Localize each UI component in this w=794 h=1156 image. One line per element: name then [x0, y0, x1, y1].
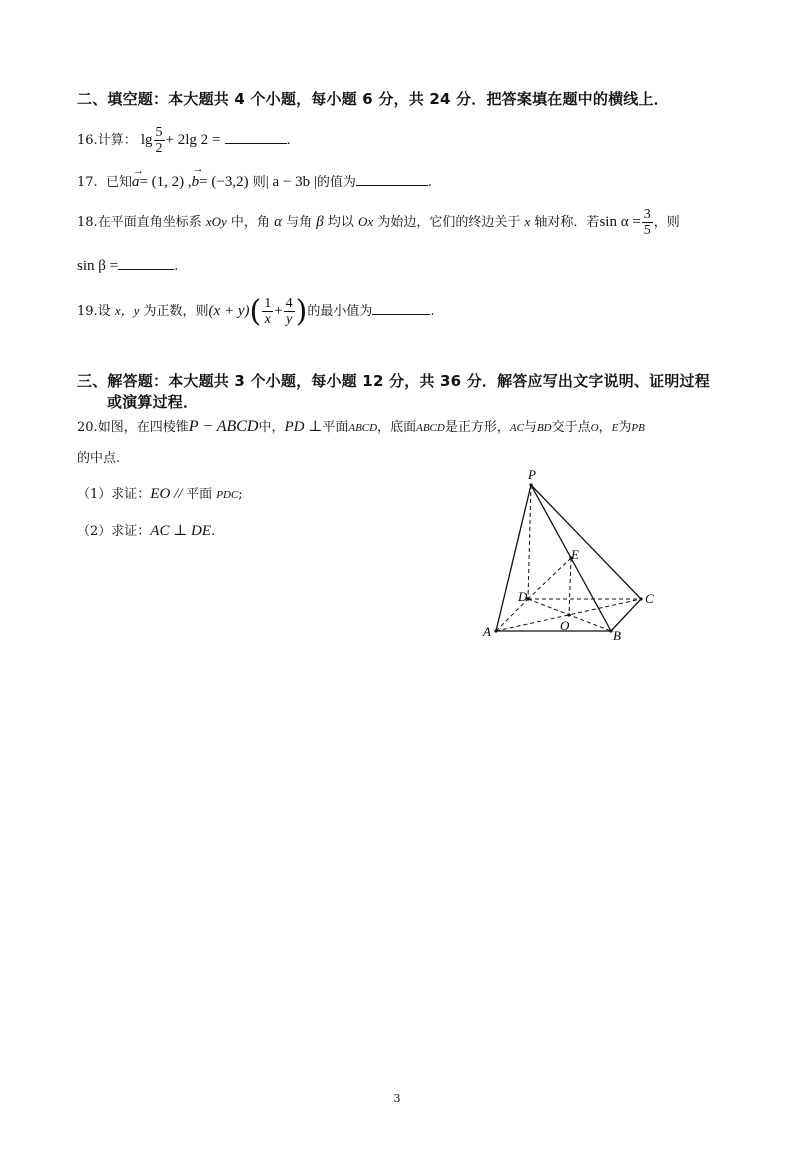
q20-pyramid: P − ABCD: [188, 418, 259, 435]
q18-sin-alpha: sin α =: [599, 214, 641, 230]
question-18-line-2: [77, 255, 178, 275]
q18-text-4: 均以: [327, 215, 354, 230]
q20-part-1-text: 平面: [186, 487, 213, 502]
q20-pb: PB: [631, 422, 645, 434]
q20-text-1: 如图，在四棱锥: [97, 420, 189, 435]
q17-value-text: 的值为: [316, 175, 356, 190]
q20-part-2: [77, 520, 215, 540]
section-3-heading: 三、解答题：本大题共 3 个小题，每小题 12 分，共 36 分．解答应写出文字说明、证明过程: [77, 372, 710, 390]
q16-prefix: 计算：: [97, 133, 137, 148]
q17-number: 17.: [77, 175, 98, 190]
q19-right-paren: ): [295, 294, 308, 329]
label-A: A: [483, 624, 491, 639]
section-2-heading: 二、填空题：本大题共 4 个小题，每小题 6 分，共 24 分．把答案填在题中的横线上．: [77, 90, 669, 108]
q20-text-4: ，底面: [377, 420, 417, 435]
q20-part-1-expr: EO //: [150, 486, 187, 502]
q20-base-abcd: ABCD: [416, 422, 445, 434]
q19-text-2: 为正数，则: [143, 304, 209, 319]
label-P: P: [528, 467, 536, 482]
q17-a-value: = (1, 2) ,: [139, 174, 192, 190]
q18-text-1: 在平面直角坐标系: [97, 215, 202, 230]
q18-text-5: 为始边，它们的终边关于: [377, 215, 521, 230]
q20-part-2-label: （2）求证：: [77, 524, 151, 539]
q18-text-3: 与角: [286, 215, 313, 230]
question-20: [77, 416, 645, 436]
q20-pd-perp: PD ⊥: [284, 419, 323, 435]
section-3-heading-line-2: 或演算过程．: [107, 393, 199, 411]
edge-PA: [496, 485, 531, 631]
q20-part-1: [77, 483, 243, 503]
q20-text-6: 与: [523, 420, 537, 435]
q16-fraction: $\frac{5}{2}$: [155, 125, 163, 156]
q17-b-value: = (−3,2): [199, 174, 249, 190]
q17-abs-expression: | a − 3b |: [265, 174, 317, 190]
q19-text-1: 设: [97, 304, 111, 319]
q16-lg: lg: [140, 132, 153, 148]
question-16: [77, 125, 291, 156]
q20-part-2-end: .: [211, 524, 216, 539]
q20-o: O: [590, 422, 599, 434]
q19-fraction-2: $\frac{4}{y}$: [285, 296, 293, 327]
question-18: [77, 207, 680, 238]
q20-text-2: 中，: [258, 420, 285, 435]
q20-text-3: 平面: [322, 420, 349, 435]
label-E: E: [571, 547, 579, 562]
q18-answer-blank: [118, 255, 174, 270]
q16-number: 16.: [77, 133, 98, 148]
q18-x: x: [524, 214, 531, 229]
q16-expression: + 2lg 2 =: [165, 132, 221, 148]
q18-alpha: α: [274, 214, 282, 230]
q18-text-7: ，则: [653, 215, 680, 230]
q18-sin-beta: sin β =: [77, 258, 119, 274]
label-D: D: [518, 589, 528, 604]
q20-plane-abcd: ABCD: [348, 422, 378, 434]
q17-then: 则: [252, 175, 266, 190]
label-C: C: [645, 591, 654, 606]
q18-number: 18.: [77, 215, 98, 230]
q20-part-1-plane: PDC: [216, 489, 239, 501]
q17-prefix: 已知: [105, 175, 132, 190]
segment-DE: [528, 558, 571, 599]
q18-text-6: 轴对称．若: [534, 215, 600, 230]
q18-suffix: .: [174, 259, 179, 274]
label-O: O: [560, 618, 570, 633]
q20-part-1-end: ;: [238, 487, 243, 502]
edge-PD: [528, 485, 531, 599]
q17-vector-b: → b: [191, 163, 204, 190]
q20-part-2-expr: AC ⊥ DE: [150, 523, 212, 539]
q17-vector-a: → a: [131, 165, 144, 190]
q18-beta: β: [316, 214, 324, 230]
question-17: [77, 163, 433, 191]
q19-sum: (x + y): [208, 303, 250, 319]
question-20-line-2: 的中点.: [77, 451, 121, 466]
q20-text-7: 交于点: [551, 420, 591, 435]
pyramid-figure: [478, 464, 668, 649]
q19-suffix: .: [430, 304, 435, 319]
q16-suffix: .: [286, 133, 291, 148]
q19-answer-blank: [372, 300, 430, 315]
q20-ac: AC: [509, 422, 524, 434]
q17-answer-blank: [356, 171, 428, 186]
edge-BC: [611, 599, 641, 631]
q18-text-2: 中，角: [230, 215, 270, 230]
q18-ox: Ox: [358, 214, 374, 229]
label-B: B: [613, 628, 621, 643]
question-19: [77, 294, 435, 329]
q20-bd: BD: [536, 422, 552, 434]
q18-xoy: xOy: [205, 214, 227, 229]
edge-PC: [531, 485, 641, 599]
q19-plus: +: [274, 303, 283, 319]
q19-text-3: 的最小值为: [307, 304, 373, 319]
q20-e: E: [611, 422, 619, 434]
q17-suffix: .: [427, 175, 433, 190]
q20-text-5: 是正方形，: [444, 420, 510, 435]
q19-variables: x，y: [114, 303, 140, 318]
q19-number: 19.: [77, 304, 98, 319]
q18-fraction: $\frac{3}{5}$: [643, 207, 651, 238]
q19-fraction-1: $\frac{1}{x}$: [264, 296, 272, 327]
q20-number: 20.: [77, 420, 98, 435]
segment-EO: [569, 558, 571, 615]
q19-left-paren: (: [249, 294, 262, 329]
q20-text-9: 为: [618, 420, 632, 435]
q20-part-1-label: （1）求证：: [77, 487, 151, 502]
q20-text-8: ，: [598, 420, 612, 435]
q16-answer-blank: [225, 129, 287, 144]
page-number: 3: [393, 1092, 401, 1105]
